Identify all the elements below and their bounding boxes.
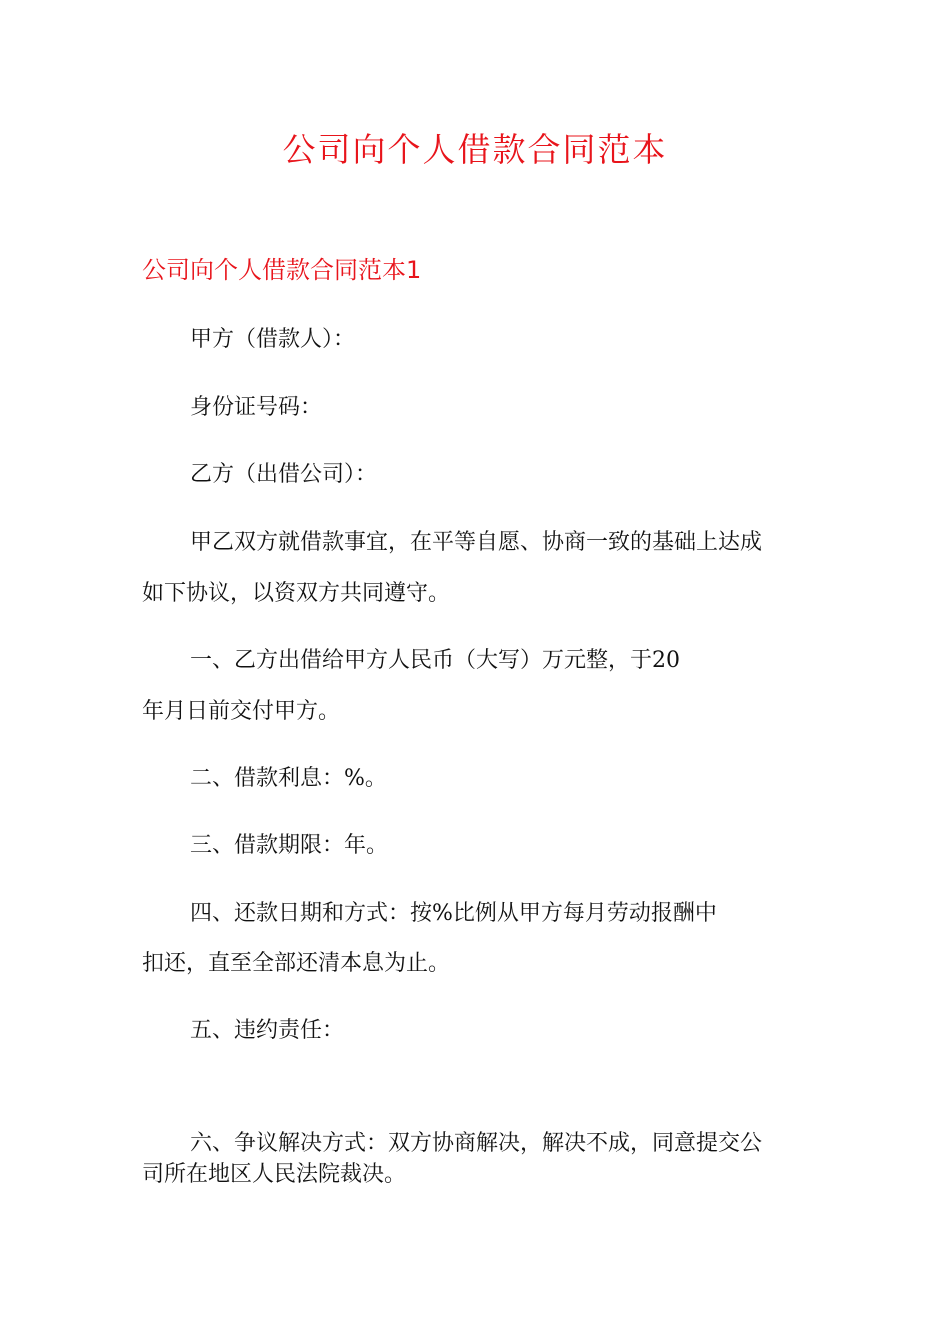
party-a-line: 甲方（借款人）： [190, 327, 356, 352]
document-title: 公司向个人借款合同范本 [282, 130, 668, 169]
clause-4-line-2: 扣还，直至全部还清本息为止。 [142, 951, 451, 976]
preamble-line-2: 如下协议，以资双方共同遵守。 [142, 581, 451, 606]
clause-6-line-2: 司所在地区人民法院裁决。 [142, 1162, 407, 1187]
section-heading: 公司向个人借款合同范本1 [142, 256, 422, 284]
party-b-line: 乙方（出借公司）： [190, 462, 378, 487]
clause-3-line: 三、借款期限：年。 [190, 833, 389, 858]
preamble-line-1: 甲乙双方就借款事宜，在平等自愿、协商一致的基础上达成 [190, 530, 763, 555]
clause-6-line-1: 六、争议解决方式：双方协商解决，解决不成，同意提交公 [190, 1131, 763, 1156]
clause-2-line: 二、借款利息：%。 [190, 766, 387, 791]
clause-1-line-2: 年月日前交付甲方。 [142, 699, 341, 724]
clause-5-line: 五、违约责任： [190, 1018, 345, 1043]
clause-4-line-1: 四、还款日期和方式：按%比例从甲方每月劳动报酬中 [190, 901, 717, 926]
clause-1-line-1: 一、乙方出借给甲方人民币（大写）万元整，于20 [190, 648, 680, 673]
id-number-line: 身份证号码： [190, 395, 323, 420]
